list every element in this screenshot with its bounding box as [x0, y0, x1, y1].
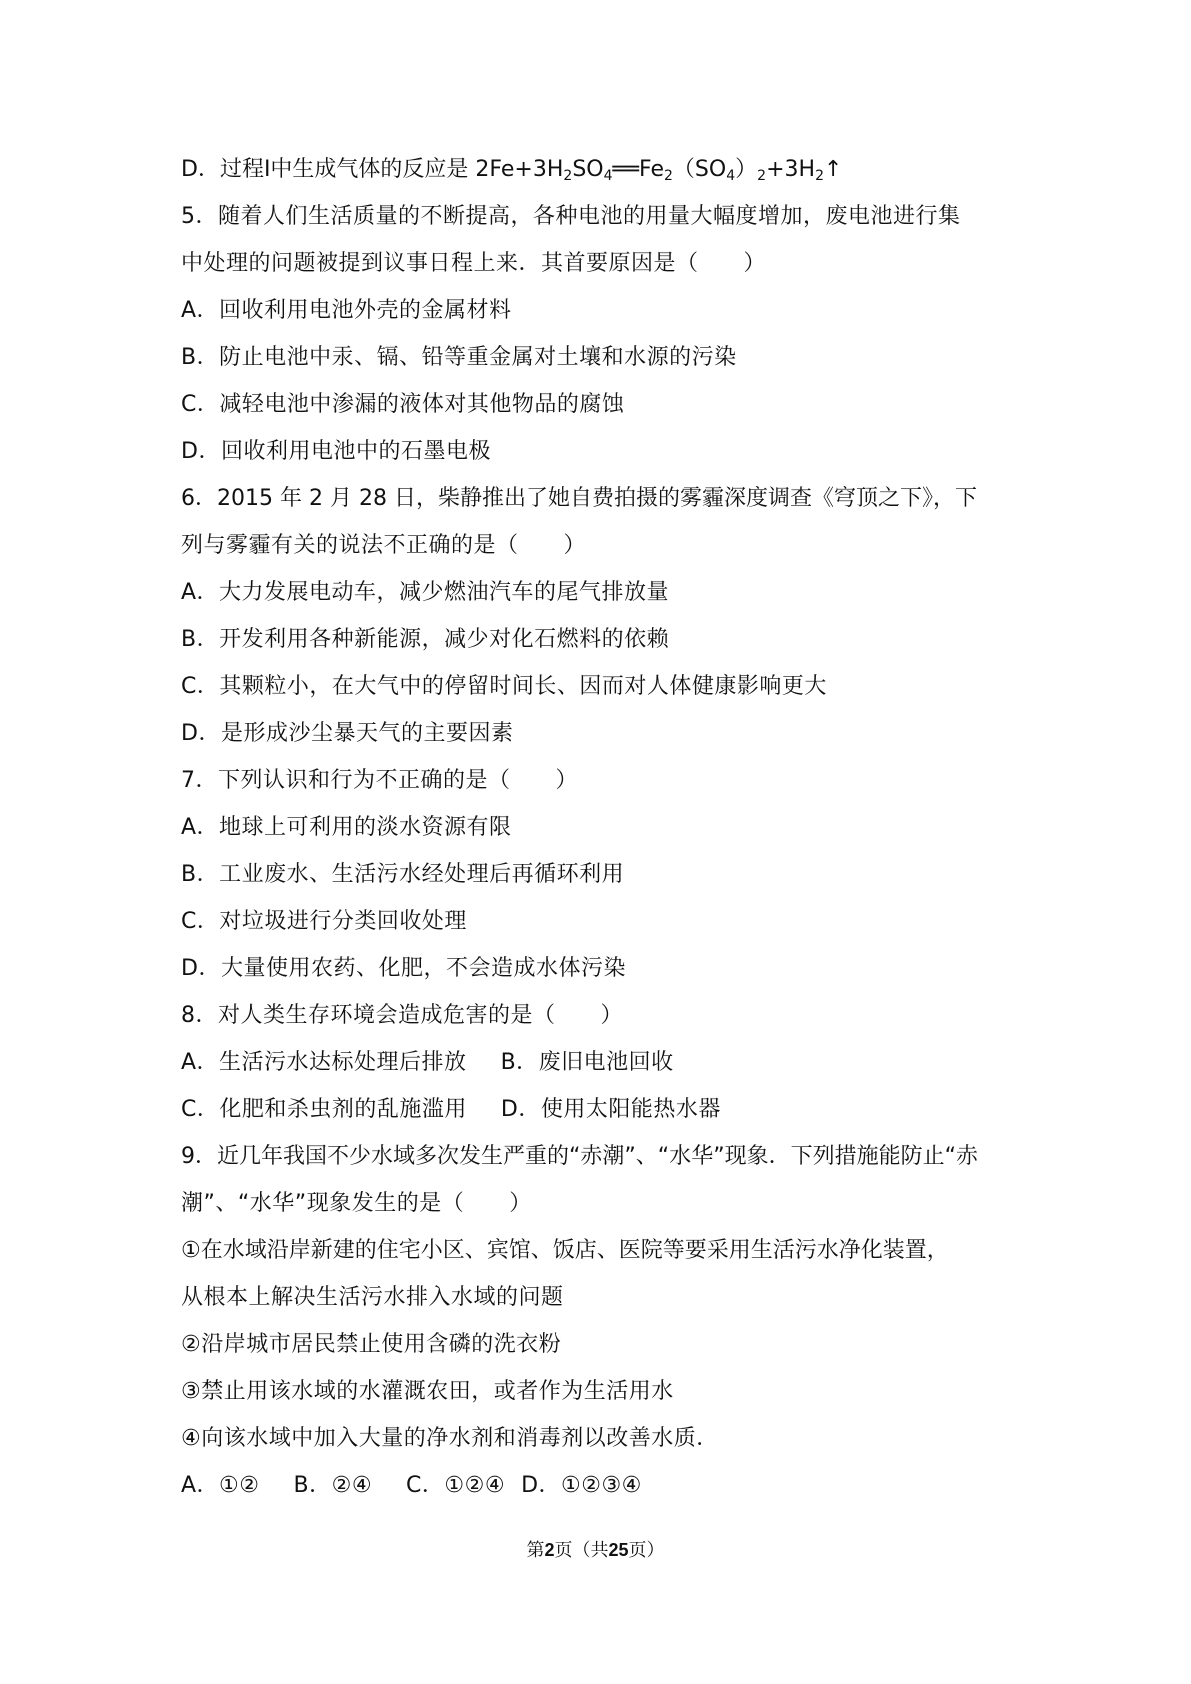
question-4-option-d — [181, 146, 1031, 193]
question-9-option-b: B．②④ — [293, 1473, 373, 1498]
question-8-stem: 8．对人类生存环境会造成危害的是（ ） — [181, 1003, 623, 1028]
question-9-option-a: A．①② — [181, 1473, 260, 1498]
question-6-option-c: C．其颗粒小，在大气中的停留时间长、因而对人体健康影响更大 — [181, 674, 827, 699]
footer-total-pages: 25 — [608, 1540, 629, 1560]
question-9-stem-line-2: 潮”、“水华”现象发生的是（ ） — [181, 1191, 532, 1216]
equation-text: （SO — [672, 157, 727, 182]
footer-prefix: 第 — [526, 1540, 545, 1561]
equation-text: ══Fe — [612, 157, 664, 182]
subscript: 2 — [664, 168, 673, 184]
question-9-options — [181, 1462, 1031, 1509]
question-9-option-d: D．①②③④ — [521, 1473, 642, 1498]
question-6-option-a: A．大力发展电动车，减少燃油汽车的尾气排放量 — [181, 580, 670, 605]
question-5-stem-line-2: 中处理的问题被提到议事日程上来．其首要原因是（ ） — [181, 251, 767, 276]
subscript: 2 — [563, 168, 573, 184]
equation-text: +3H — [766, 157, 816, 182]
question-8-option-c: C．化肥和杀虫剂的乱施滥用 — [181, 1097, 467, 1122]
question-5-option-a: A．回收利用电池外壳的金属材料 — [181, 298, 512, 323]
question-5-option-b: B．防止电池中汞、镉、铅等重金属对土壤和水源的污染 — [181, 345, 737, 370]
question-6-stem-line-1: 6．2015 年 2 月 28 日，柴静推出了她自费拍摄的雾霾深度调查《穹顶之下》，下 — [181, 486, 977, 511]
question-8-options-row-2 — [181, 1086, 1031, 1133]
question-7-option-b: B．工业废水、生活污水经处理后再循环利用 — [181, 862, 625, 887]
question-7-option-c: C．对垃圾进行分类回收处理 — [181, 909, 467, 934]
question-5-stem-line-1: 5．随着人们生活质量的不断提高，各种电池的用量大幅度增加，废电池进行集 — [181, 204, 961, 229]
question-9-measure-3: ③禁止用该水域的水灌溉农田，或者作为生活用水 — [181, 1379, 674, 1404]
footer-suffix: 页） — [628, 1540, 665, 1561]
equation-text: SO — [572, 157, 604, 182]
question-9-measure-4: ④向该水域中加入大量的净水剂和消毒剂以改善水质． — [181, 1426, 719, 1451]
question-6-stem-line-2: 列与雾霾有关的说法不正确的是（ ） — [181, 533, 587, 558]
subscript: 4 — [726, 168, 736, 184]
question-6-option-d: D．是形成沙尘暴天气的主要因素 — [181, 721, 514, 746]
question-7-option-a: A．地球上可利用的淡水资源有限 — [181, 815, 512, 840]
question-6-option-b: B．开发利用各种新能源，减少对化石燃料的依赖 — [181, 627, 670, 652]
question-8-option-a: A．生活污水达标处理后排放 — [181, 1050, 467, 1075]
subscript: 2 — [757, 168, 767, 184]
question-9-stem-line-1: 9．近几年我国不少水域多次发生严重的“赤潮”、“水华”现象．下列措施能防止“赤 — [181, 1144, 978, 1169]
page-footer — [0, 1536, 1191, 1562]
footer-page-number: 2 — [544, 1540, 555, 1560]
question-9-measure-2: ②沿岸城市居民禁止使用含磷的洗衣粉 — [181, 1332, 562, 1357]
question-8-option-b: B．废旧电池回收 — [500, 1050, 674, 1075]
equation-text: ↑ — [823, 157, 843, 182]
question-9-measure-1-line-2: 从根本上解决生活污水排入水域的问题 — [181, 1285, 564, 1310]
question-7-stem: 7．下列认识和行为不正确的是（ ） — [181, 768, 578, 793]
question-9-measure-1-line-1: ①在水域沿岸新建的住宅小区、宾馆、饭店、医院等要采用生活污水净化装置， — [181, 1238, 949, 1263]
page-content — [181, 146, 1031, 1509]
question-9-option-c: C．①②④ — [406, 1473, 506, 1498]
footer-middle: 页（共 — [554, 1540, 609, 1561]
question-8-option-d: D．使用太阳能热水器 — [500, 1097, 721, 1122]
subscript: 4 — [603, 168, 613, 184]
equation-text: D．过程Ⅰ中生成气体的反应是 2Fe+3H — [181, 157, 564, 182]
question-8-options-row-1 — [181, 1039, 1031, 1086]
subscript: 2 — [815, 168, 824, 184]
question-7-option-d: D．大量使用农药、化肥，不会造成水体污染 — [181, 956, 626, 981]
question-5-option-c: C．减轻电池中渗漏的液体对其他物品的腐蚀 — [181, 392, 625, 417]
equation-text: ） — [735, 157, 758, 182]
question-5-option-d: D．回收利用电池中的石墨电极 — [181, 439, 491, 464]
